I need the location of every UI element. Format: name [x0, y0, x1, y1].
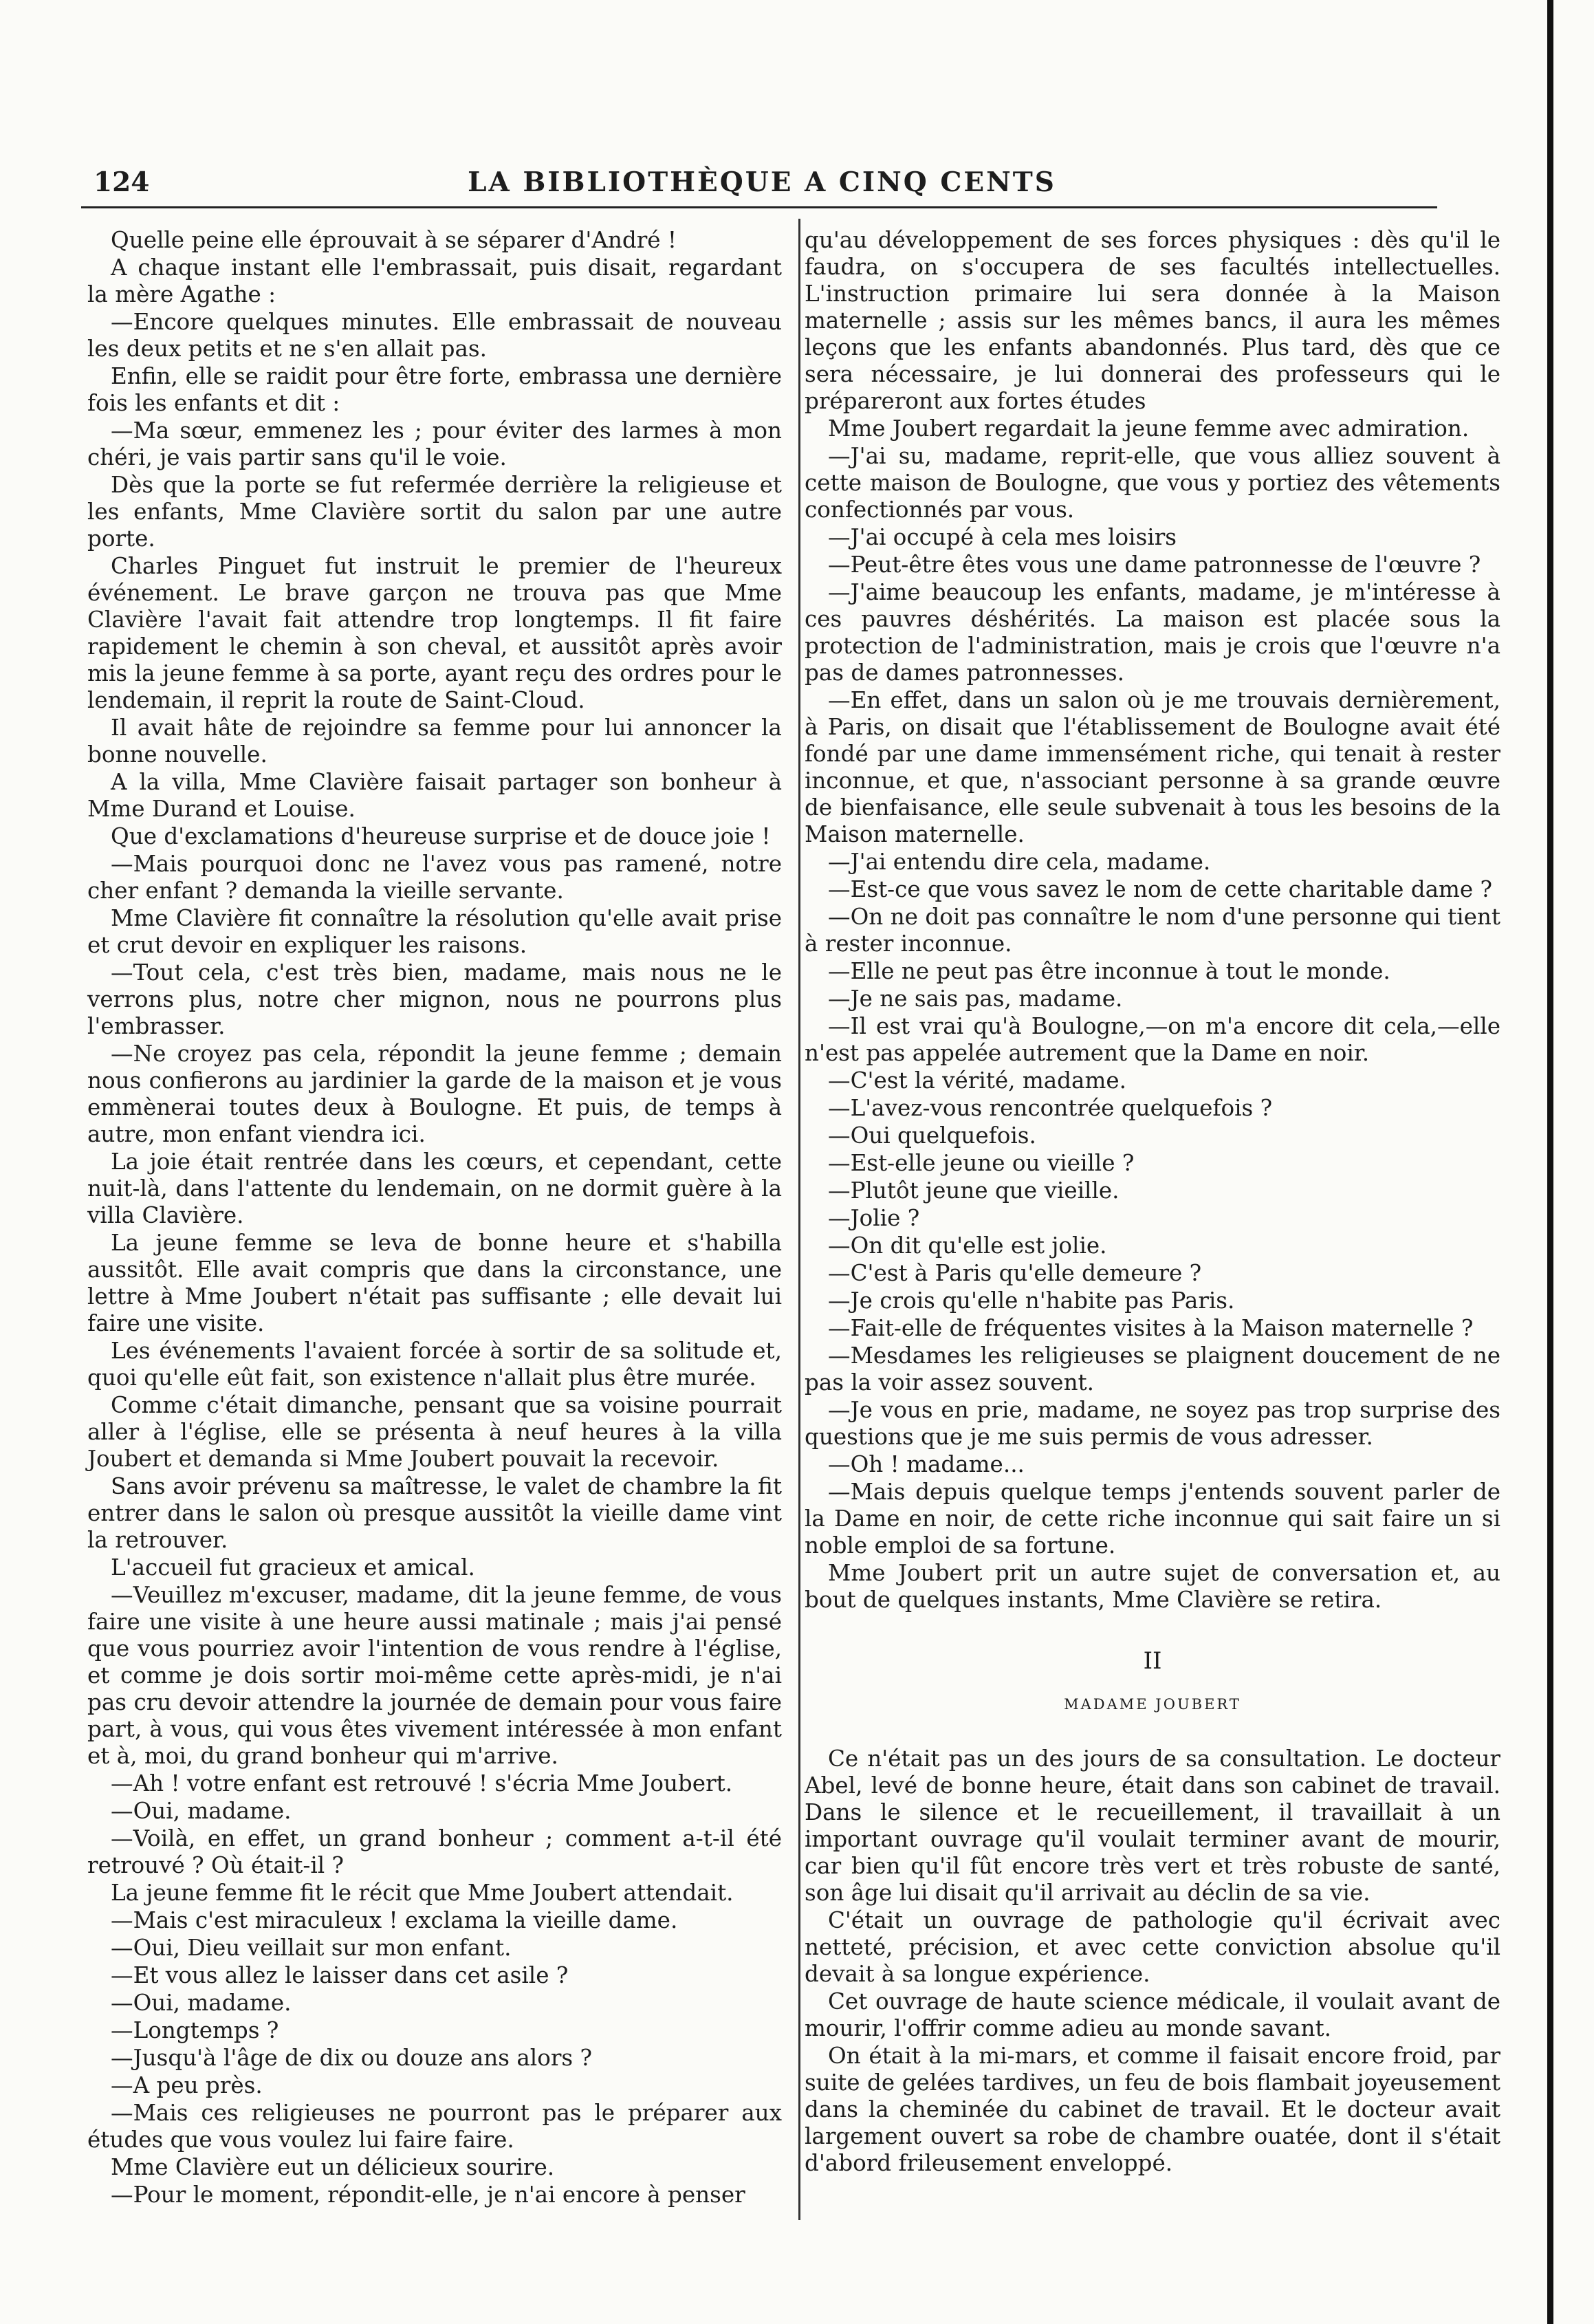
paragraph: —L'avez-vous rencontrée quelquefois ?	[828, 1095, 1273, 1121]
page-edge-shadow	[1547, 0, 1553, 2324]
paragraph: Charles Pinguet fut instruit le premier de l'heureux événement. Le brave garçon ne trouva pas que Mme Clavière l'avait fait attendre trop longtemps. Il fit faire rapidement le chemin à son cheval, et aussitôt après avoir mis la jeune femme à sa porte, ayant reçu des ordres pour le lendemain, il reprit la route de Saint-Cloud.	[87, 553, 782, 713]
page-number: 124	[94, 166, 150, 198]
paragraph: —Et vous allez le laisser dans cet asile ?	[111, 1962, 569, 1988]
paragraph: —Veuillez m'excuser, madame, dit la jeune femme, de vous faire une visite à une heure aussi matinale ; mais j'ai pensé que vous pourriez avoir l'intention de vous rendre à l'église, et comme je dois sortir moi-même cette après-midi, je n'ai pas cru devoir attendre la journée de demain pour vous faire part, à vous, qui vous êtes vivement intéressée à mon enfant et à, moi, du grand bonheur qui m'arrive.	[87, 1582, 782, 1769]
paragraph: Sans avoir prévenu sa maîtresse, le valet de chambre la fit entrer dans le salon où presque aussitôt la vieille dame vint la retrouver.	[87, 1473, 782, 1553]
paragraph: —Mais ces religieuses ne pourront pas le préparer aux études que vous voulez lui faire faire.	[87, 2100, 782, 2153]
running-header	[94, 166, 1430, 201]
right-column	[805, 227, 1500, 2177]
paragraph: —Je ne sais pas, madame.	[828, 986, 1123, 1012]
paragraph: Il avait hâte de rejoindre sa femme pour lui annoncer la bonne nouvelle.	[87, 715, 782, 768]
paragraph: —Plutôt jeune que vieille.	[828, 1177, 1120, 1204]
paragraph: —Est-ce que vous savez le nom de cette charitable dame ?	[828, 876, 1493, 902]
section-number: II	[1143, 1647, 1162, 1675]
paragraph: —Pour le moment, répondit-elle, je n'ai encore à penser	[111, 2182, 745, 2208]
paragraph: —Oh ! madame...	[828, 1451, 1025, 1477]
paragraph: La joie était rentrée dans les cœurs, et cependant, cette nuit-là, dans l'attente du lendemain, on ne dormit guère à la villa Clavière.	[87, 1149, 782, 1228]
paragraph: —Je crois qu'elle n'habite pas Paris.	[828, 1288, 1235, 1314]
paragraph: Mme Clavière eut un délicieux sourire.	[111, 2154, 555, 2180]
paragraph: Quelle peine elle éprouvait à se séparer d'André !	[111, 227, 677, 253]
paragraph: —On ne doit pas connaître le nom d'une personne qui tient à rester inconnue.	[805, 904, 1500, 957]
paragraph: —Mesdames les religieuses se plaignent doucement de ne pas la voir assez souvent.	[805, 1343, 1500, 1396]
paragraph: Les événements l'avaient forcée à sortir de sa solitude et, quoi qu'elle eût fait, son existence n'allait plus être murée.	[87, 1338, 782, 1391]
paragraph: La jeune femme se leva de bonne heure et s'habilla aussitôt. Elle avait compris que dans la circonstance, une lettre à Mme Joubert n'était pas suffisante ; elle devait lui faire une visite.	[87, 1230, 782, 1336]
paragraph: —C'est à Paris qu'elle demeure ?	[828, 1260, 1202, 1286]
paragraph: —Est-elle jeune ou vieille ?	[828, 1150, 1135, 1176]
paragraph: —Fait-elle de fréquentes visites à la Maison maternelle ?	[828, 1315, 1474, 1341]
paragraph: —C'est la vérité, madame.	[828, 1067, 1126, 1094]
left-column	[87, 227, 782, 2208]
paragraph: Ce n'était pas un des jours de sa consultation. Le docteur Abel, levé de bonne heure, était dans son cabinet de travail. Dans le silence et le recueillement, il travaillait à un important ouvrage qu'il voulait terminer avant de mourir, car bien qu'il fût encore très vert et très robuste de santé, son âge lui disait qu'il arrivait au déclin de sa vie.	[805, 1746, 1500, 1906]
paragraph: —J'ai entendu dire cela, madame.	[828, 849, 1211, 875]
paragraph: A la villa, Mme Clavière faisait partager son bonheur à Mme Durand et Louise.	[87, 769, 782, 822]
paragraph: Comme c'était dimanche, pensant que sa voisine pourrait aller à l'église, elle se présenta à neuf heures à la villa Joubert et demanda si Mme Joubert pouvait la recevoir.	[87, 1392, 782, 1472]
paragraph: —Voilà, en effet, un grand bonheur ; comment a-t-il été retrouvé ? Où était-il ?	[87, 1825, 782, 1878]
paragraph: —Mais c'est miraculeux ! exclama la vieille dame.	[111, 1907, 678, 1933]
paragraph: —Oui, Dieu veillait sur mon enfant.	[111, 1935, 512, 1961]
paragraph: Mme Clavière fit connaître la résolution qu'elle avait prise et crut devoir en expliquer les raisons.	[87, 905, 782, 958]
paragraph: Cet ouvrage de haute science médicale, il voulait avant de mourir, l'offrir comme adieu au monde savant.	[805, 1988, 1500, 2041]
paragraph: —J'ai occupé à cela mes loisirs	[828, 524, 1177, 550]
paragraph: —Ah ! votre enfant est retrouvé ! s'écria Mme Joubert.	[111, 1770, 733, 1796]
paragraph: —J'ai su, madame, reprit-elle, que vous alliez souvent à cette maison de Boulogne, que vous y portiez des vêtements confectionnés par vous.	[805, 443, 1500, 523]
paragraph: —Peut-être êtes vous une dame patronnesse de l'œuvre ?	[828, 552, 1481, 578]
paragraph: Dès que la porte se fut refermée derrière la religieuse et les enfants, Mme Clavière sortit du salon par une autre porte.	[87, 472, 782, 552]
paragraph: —Je vous en prie, madame, ne soyez pas trop surprise des questions que je me suis permis de vous adresser.	[805, 1397, 1500, 1450]
column-divider	[798, 219, 800, 2220]
paragraph: —Elle ne peut pas être inconnue à tout le monde.	[828, 958, 1390, 984]
paragraph: —Mais depuis quelque temps j'entends souvent parler de la Dame en noir, de cette riche inconnue qui sait faire un si noble emploi de sa fortune.	[805, 1479, 1500, 1559]
paragraph: —Ne croyez pas cela, répondit la jeune femme ; demain nous confierons au jardinier la garde de la maison et je vous emmènerai toutes deux à Boulogne. Et puis, de temps à autre, mon enfant viendra ici.	[87, 1041, 782, 1147]
paragraph: —En effet, dans un salon où je me trouvais dernièrement, à Paris, on disait que l'établissement de Boulogne avait été fondé par une dame immensément riche, qui tenait à rester inconnue, et que, n'associant personne à sa grande œuvre de bienfaisance, elle seule subvenait à tous les besoins de la Maison maternelle.	[805, 687, 1500, 847]
paragraph: —Ma sœur, emmenez les ; pour éviter des larmes à mon chéri, je vais partir sans qu'il le voie.	[87, 417, 782, 470]
header-rule	[81, 206, 1437, 208]
paragraph: —A peu près.	[111, 2072, 263, 2098]
paragraph: qu'au développement de ses forces physiques : dès qu'il le faudra, on s'occupera de ses facultés intellectuelles. L'instruction primaire lui sera donnée à la Maison maternelle ; assis sur les mêmes bancs, il aura les mêmes leçons que les enfants abandonnés. Plus tard, dès que ce sera nécessaire, je lui donnerai des professeurs qui le prépareront aux fortes études	[805, 227, 1500, 414]
paragraph: Enfin, elle se raidit pour être forte, embrassa une dernière fois les enfants et dit :	[87, 363, 782, 416]
paragraph: Que d'exclamations d'heureuse surprise et de douce joie !	[111, 823, 771, 849]
paragraph: —Tout cela, c'est très bien, madame, mais nous ne le verrons plus, notre cher mignon, nous ne pourrons plus l'embrasser.	[87, 959, 782, 1039]
paragraph: —Jolie ?	[828, 1205, 920, 1231]
paragraph: C'était un ouvrage de pathologie qu'il écrivait avec netteté, précision, et avec cette conviction absolue qu'il devait à sa longue expérience.	[805, 1907, 1500, 1987]
paragraph: Mme Joubert regardait la jeune femme avec admiration.	[828, 415, 1470, 442]
paragraph: —Jusqu'à l'âge de dix ou douze ans alors ?	[111, 2045, 592, 2071]
paragraph: A chaque instant elle l'embrassait, puis disait, regardant la mère Agathe :	[87, 254, 782, 307]
paragraph: La jeune femme fit le récit que Mme Joubert attendait.	[111, 1880, 734, 1906]
paragraph: —Longtemps ?	[111, 2017, 279, 2043]
paragraph: —Il est vrai qu'à Boulogne,—on m'a encore dit cela,—elle n'est pas appelée autrement que la Dame en noir.	[805, 1013, 1500, 1066]
paragraph: —Oui, madame.	[111, 1990, 292, 2016]
running-title: LA BIBLIOTHÈQUE A CINQ CENTS	[468, 166, 1056, 198]
paragraph: —Oui, madame.	[111, 1798, 292, 1824]
paragraph: —Mais pourquoi donc ne l'avez vous pas ramené, notre cher enfant ? demanda la vieille servante.	[87, 851, 782, 904]
chapter-title: MADAME JOUBERT	[1064, 1696, 1241, 1713]
paragraph: L'accueil fut gracieux et amical.	[111, 1554, 475, 1581]
paragraph: —J'aime beaucoup les enfants, madame, je m'intéresse à ces pauvres déshérités. La maison est placée sous la protection de l'administration, mais je crois que l'œuvre n'a pas de dames patronnesses.	[805, 579, 1500, 686]
paragraph: —On dit qu'elle est jolie.	[828, 1232, 1107, 1259]
paragraph: Mme Joubert prit un autre sujet de conversation et, au bout de quelques instants, Mme Clavière se retira.	[805, 1560, 1500, 1613]
paragraph: —Encore quelques minutes. Elle embrassait de nouveau les deux petits et ne s'en allait pas.	[87, 309, 782, 362]
paragraph: —Oui quelquefois.	[828, 1122, 1036, 1149]
paragraph: On était à la mi-mars, et comme il faisait encore froid, par suite de gelées tardives, un feu de bois flambait joyeusement dans la cheminée du cabinet de travail. Et le docteur avait largement ouvert sa robe de chambre ouatée, dont il s'était d'abord frileusement enveloppé.	[805, 2043, 1500, 2176]
